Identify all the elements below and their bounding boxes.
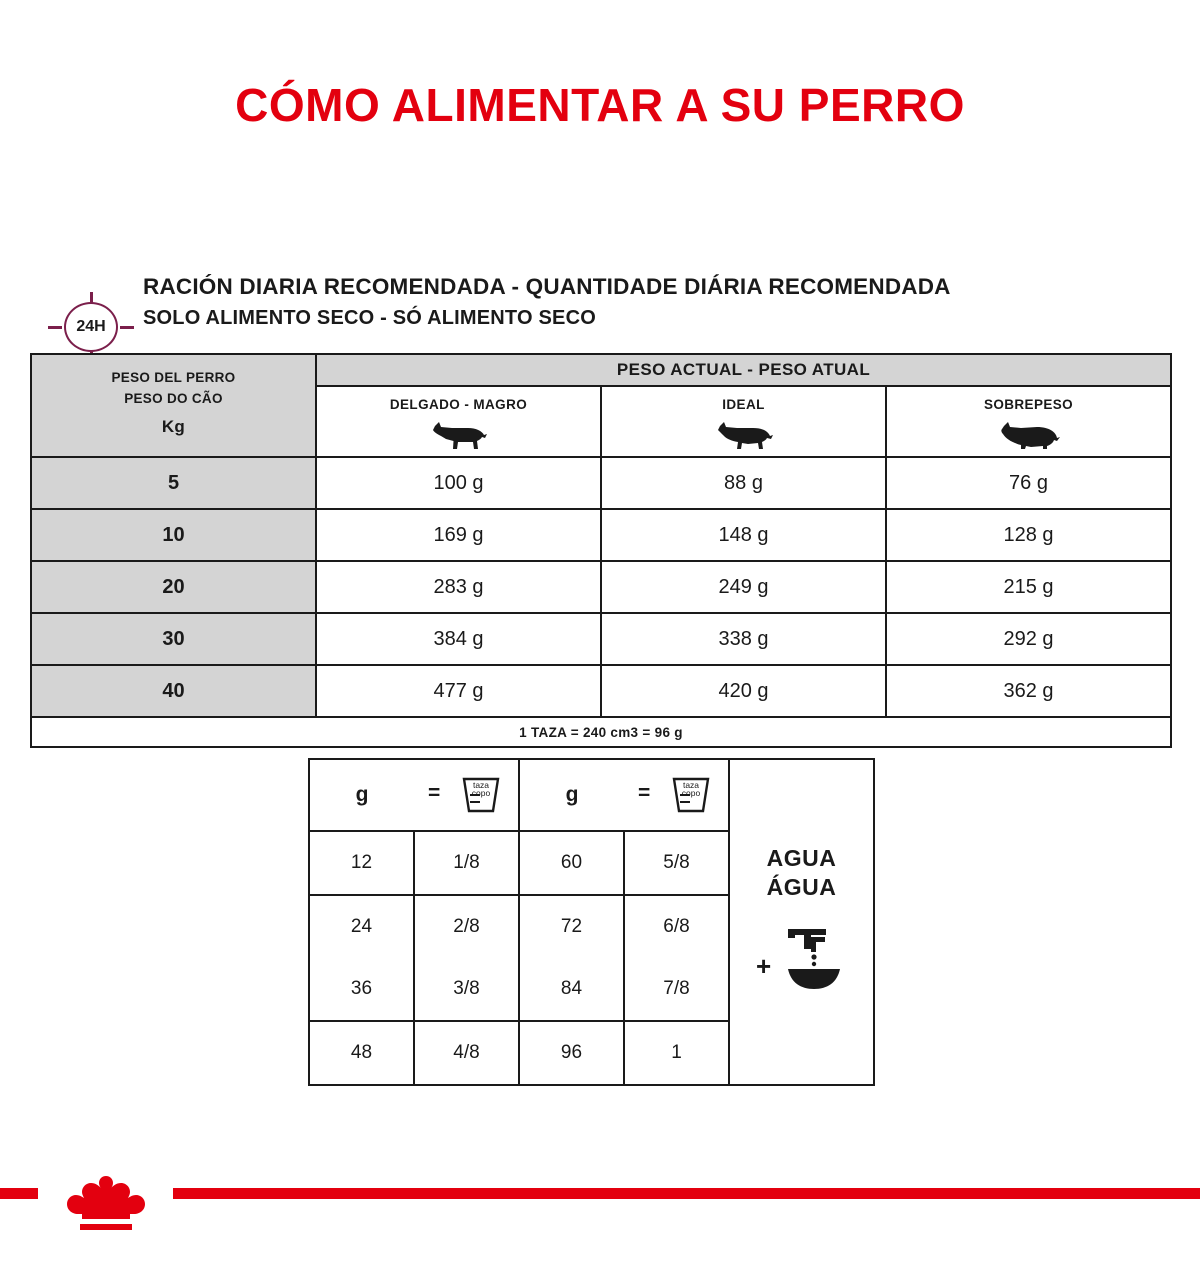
conv-cup-2: 6/8 xyxy=(624,895,729,958)
condition-header-thin xyxy=(316,386,601,457)
page-title: CÓMO ALIMENTAR A SU PERRO xyxy=(235,79,965,131)
row-overweight-value: 292 g xyxy=(886,613,1171,665)
measuring-cup-icon xyxy=(668,771,714,820)
dog-overweight-icon xyxy=(887,420,1170,450)
svg-text:copo: copo xyxy=(681,787,701,798)
conv-g-2: 84 xyxy=(519,958,624,1021)
svg-text:+: + xyxy=(755,951,771,982)
row-thin-value: 477 g xyxy=(316,665,601,717)
conversion-header-equals-1: = xyxy=(427,781,441,805)
conv-cup-1: 2/8 xyxy=(414,895,519,958)
measuring-cup-icon xyxy=(458,771,504,820)
row-overweight-value: 362 g xyxy=(886,665,1171,717)
cup-equivalence-note: 1 TAZA = 240 cm3 = 96 g xyxy=(31,717,1171,747)
conv-g-1: 48 xyxy=(309,1021,414,1085)
row-overweight-value: 215 g xyxy=(886,561,1171,613)
table-row xyxy=(31,665,1171,717)
conversion-header-g-label: g xyxy=(565,783,579,806)
dog-thin-icon xyxy=(317,420,600,450)
table-row xyxy=(31,509,1171,561)
row-weight-kg: 10 xyxy=(31,509,316,561)
row-ideal-value: 88 g xyxy=(601,457,886,509)
conv-cup-2: 1 xyxy=(624,1021,729,1085)
conv-cup-2: 7/8 xyxy=(624,958,729,1021)
row-weight-kg: 20 xyxy=(31,561,316,613)
table-row xyxy=(31,613,1171,665)
weight-header-line2: PESO DO CÃO xyxy=(124,391,223,407)
weight-header-line1: PESO DEL PERRO xyxy=(111,370,236,386)
row-thin-value: 384 g xyxy=(316,613,601,665)
weight-header-cell xyxy=(31,354,316,457)
conv-cup-1: 1/8 xyxy=(414,831,519,895)
row-ideal-value: 148 g xyxy=(601,509,886,561)
water-icon xyxy=(730,923,873,1000)
svg-text:copo: copo xyxy=(471,787,491,798)
section-heading-line1: RACIÓN DIARIA RECOMENDADA - QUANTIDADE DIÁRIA RECOMENDADA xyxy=(143,274,951,299)
section-heading xyxy=(143,274,1163,330)
row-ideal-value: 249 g xyxy=(601,561,886,613)
conversion-header-g-label: g xyxy=(355,783,369,806)
svg-text:taza: taza xyxy=(472,779,490,790)
row-ideal-value: 338 g xyxy=(601,613,886,665)
row-overweight-value: 128 g xyxy=(886,509,1171,561)
24h-badge-label: 24H xyxy=(76,318,106,335)
section-heading-line2: SOLO ALIMENTO SECO - SÓ ALIMENTO SECO xyxy=(143,307,596,329)
row-thin-value: 283 g xyxy=(316,561,601,613)
footer xyxy=(0,1166,1200,1278)
conv-g-1: 12 xyxy=(309,831,414,895)
row-weight-kg: 5 xyxy=(31,457,316,509)
footer-red-bar xyxy=(0,1188,1200,1199)
conv-cup-2: 5/8 xyxy=(624,831,729,895)
conversion-header-g-2 xyxy=(519,759,624,831)
royal-canin-crown-logo xyxy=(62,1172,150,1239)
table-row xyxy=(31,717,1171,747)
condition-header-thin-label: DELGADO - MAGRO xyxy=(389,397,528,412)
row-ideal-value: 420 g xyxy=(601,665,886,717)
conversion-table xyxy=(308,758,875,1086)
dog-ideal-icon xyxy=(602,420,885,450)
conv-cup-1: 4/8 xyxy=(414,1021,519,1085)
condition-header-ideal xyxy=(601,386,886,457)
row-weight-kg: 30 xyxy=(31,613,316,665)
water-label-pt: ÁGUA xyxy=(766,873,837,900)
conv-cup-1: 3/8 xyxy=(414,958,519,1021)
svg-text:taza: taza xyxy=(682,779,700,790)
table-row xyxy=(31,354,1171,386)
water-cell xyxy=(729,759,874,1085)
conversion-header-equals-2: = xyxy=(637,781,651,805)
row-overweight-value: 76 g xyxy=(886,457,1171,509)
row-thin-value: 100 g xyxy=(316,457,601,509)
condition-header-overweight-label: SOBREPESO xyxy=(983,397,1074,412)
conv-g-2: 60 xyxy=(519,831,624,895)
conv-g-1: 36 xyxy=(309,958,414,1021)
condition-header-ideal-label: IDEAL xyxy=(722,397,765,412)
conversion-header-cup-2 xyxy=(624,759,729,831)
conv-g-1: 24 xyxy=(309,895,414,958)
24h-badge-icon xyxy=(46,300,138,356)
conversion-header-cup-1 xyxy=(414,759,519,831)
actual-weight-header: PESO ACTUAL - PESO ATUAL xyxy=(316,354,1171,386)
weight-header-unit: Kg xyxy=(161,417,186,437)
row-thin-value: 169 g xyxy=(316,509,601,561)
ration-table xyxy=(30,353,1172,748)
conv-g-2: 72 xyxy=(519,895,624,958)
water-title xyxy=(730,844,873,902)
conversion-header-row xyxy=(309,759,874,831)
row-weight-kg: 40 xyxy=(31,665,316,717)
table-row xyxy=(31,561,1171,613)
water-label-es: AGUA xyxy=(766,844,837,871)
conversion-header-g-1 xyxy=(309,759,414,831)
conv-g-2: 96 xyxy=(519,1021,624,1085)
table-row xyxy=(31,457,1171,509)
condition-header-overweight xyxy=(886,386,1171,457)
